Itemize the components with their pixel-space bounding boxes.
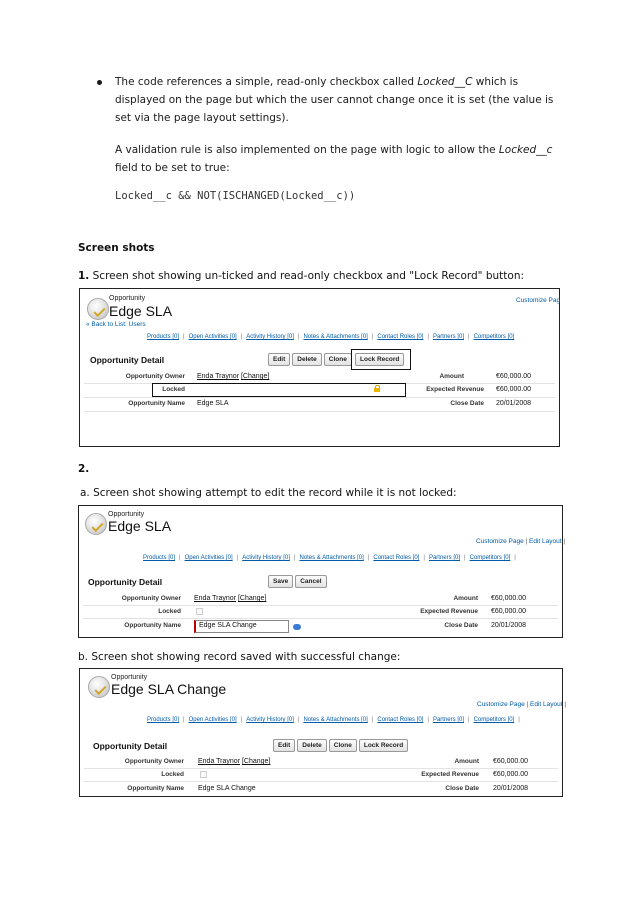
related-activity-history-link[interactable]: Activity History [0]	[242, 555, 290, 561]
screenshot-2a	[78, 505, 566, 638]
record-title: Edge SLA	[108, 518, 172, 534]
caption-2: 2.	[78, 463, 90, 475]
lock-button-group	[355, 353, 404, 366]
related-products-link[interactable]: Products [0]	[147, 717, 180, 723]
row-divider	[83, 605, 558, 606]
detail-buttons	[273, 739, 408, 752]
related-competitors-link[interactable]: Competitors [0]	[473, 334, 515, 340]
row-divider	[84, 411, 555, 412]
intro-paragraph-1: The code references a simple, read-only checkbox called Locked__C which is displayed on the page but which the user cannot change once it is set (the value is set via the page layout settings).	[115, 76, 554, 124]
edit-mode-buttons	[268, 575, 327, 588]
owner-value	[194, 595, 266, 602]
spellcheck-icon[interactable]	[293, 624, 301, 630]
name-value: Edge SLA	[197, 400, 229, 407]
salesforce-logo-icon	[88, 676, 110, 698]
owner-link[interactable]: Enda Traynor	[194, 595, 237, 602]
label-close-date: Close Date	[445, 785, 479, 792]
intro-paragraph-2: A validation rule is also implemented on the page with logic to allow the Locked__c field to be set to true:	[115, 144, 553, 174]
caption-2a: a. Screen shot showing attempt to edit the record while it is not locked:	[80, 487, 457, 499]
label-locked: Locked	[161, 771, 184, 778]
related-partners-link[interactable]: Partners [0]	[432, 717, 464, 723]
related-notes-link[interactable]: Notes & Attachments [0]	[303, 334, 368, 340]
close-date-value: 20/01/2008	[491, 622, 527, 629]
detail-buttons	[268, 353, 352, 366]
label-name: Opportunity Name	[127, 785, 184, 792]
related-lists-bar: Products [0] | Open Activities [0] | Activity History [0] | Notes & Attachments [0] | Contact Roles [0] | Partners [0] | Competitors [0] |	[147, 717, 520, 723]
label-owner: Opportunity Owner	[121, 595, 181, 602]
opportunity-name-input[interactable]: Edge SLA Change	[194, 620, 289, 633]
related-partners-link[interactable]: Partners [0]	[428, 555, 460, 561]
row-divider	[84, 397, 555, 398]
label-expected-revenue: Expected Revenue	[426, 386, 484, 393]
label-name: Opportunity Name	[128, 400, 185, 407]
expected-revenue-value: €60,000.00	[493, 771, 529, 778]
save-button[interactable]: Save	[268, 575, 293, 588]
edit-layout-link[interactable]: Edit Layout	[529, 538, 562, 545]
related-lists-bar: Products [0] | Open Activities [0] | Activity History [0] | Notes & Attachments [0] | Contact Roles [0] | Partners [0] | Competitors [0] |	[143, 555, 516, 561]
section-title: Opportunity Detail	[93, 741, 168, 751]
related-contact-roles-link[interactable]: Contact Roles [0]	[377, 717, 424, 723]
row-divider	[83, 618, 558, 619]
locked-checkbox	[200, 771, 207, 778]
related-contact-roles-link[interactable]: Contact Roles [0]	[377, 334, 424, 340]
label-locked: Locked	[158, 608, 181, 615]
clone-button[interactable]: Clone	[329, 739, 357, 752]
customize-page-link[interactable]: Customize Page	[476, 538, 524, 545]
related-notes-link[interactable]: Notes & Attachments [0]	[303, 717, 368, 723]
change-owner-link[interactable]: [Change]	[237, 595, 267, 602]
edit-layout-link[interactable]: Edit Layout	[530, 701, 563, 708]
customize-links: Customize Page | Edit Layout |	[476, 538, 566, 545]
label-owner: Opportunity Owner	[125, 373, 185, 380]
customize-links: Customize Page | Edit Layout |	[477, 701, 567, 708]
label-amount: Amount	[453, 595, 478, 602]
lock-record-button[interactable]: Lock Record	[355, 353, 404, 366]
label-owner: Opportunity Owner	[124, 758, 184, 765]
back-to-list-link[interactable]: « Back to List: Users	[86, 321, 146, 328]
close-date-value: 20/01/2008	[496, 400, 532, 407]
record-title: Edge SLA	[109, 303, 173, 319]
name-value: Edge SLA Change	[198, 785, 256, 792]
screenshot-1	[79, 288, 560, 447]
amount-value: €60,000.00	[491, 595, 527, 602]
owner-link[interactable]: Enda Traynor	[197, 373, 240, 380]
related-open-activities-link[interactable]: Open Activities [0]	[188, 717, 237, 723]
clone-button[interactable]: Clone	[324, 353, 352, 366]
row-divider	[84, 768, 558, 769]
label-name: Opportunity Name	[124, 622, 181, 629]
locked-row-highlight	[152, 383, 406, 397]
amount-value: €60,000.00	[496, 373, 532, 380]
record-title: Edge SLA Change	[111, 681, 227, 697]
label-amount: Amount	[439, 373, 464, 380]
customize-page-link[interactable]: Customize Page	[477, 701, 525, 708]
edit-button[interactable]: Edit	[273, 739, 295, 752]
screen-shots-heading: Screen shots	[78, 242, 155, 254]
lock-icon	[374, 385, 380, 392]
related-competitors-link[interactable]: Competitors [0]	[469, 555, 511, 561]
related-products-link[interactable]: Products [0]	[147, 334, 180, 340]
label-expected-revenue: Expected Revenue	[420, 608, 478, 615]
related-contact-roles-link[interactable]: Contact Roles [0]	[373, 555, 420, 561]
row-divider	[84, 781, 558, 782]
label-close-date: Close Date	[450, 400, 484, 407]
object-type: Opportunity	[109, 295, 146, 302]
related-activity-history-link[interactable]: Activity History [0]	[246, 717, 294, 723]
section-title: Opportunity Detail	[90, 355, 165, 365]
edit-button[interactable]: Edit	[268, 353, 290, 366]
label-expected-revenue: Expected Revenue	[421, 771, 479, 778]
bullet-dot	[97, 80, 102, 85]
validation-rule-code: Locked__c && NOT(ISCHANGED(Locked__c))	[115, 190, 356, 202]
delete-button[interactable]: Delete	[297, 739, 327, 752]
expected-revenue-value: €60,000.00	[496, 386, 532, 393]
label-close-date: Close Date	[444, 622, 478, 629]
close-date-value: 20/01/2008	[493, 785, 529, 792]
owner-value	[197, 373, 269, 380]
related-products-link[interactable]: Products [0]	[143, 555, 176, 561]
label-amount: Amount	[454, 758, 479, 765]
caption-2b: b. Screen shot showing record saved with successful change:	[78, 651, 401, 663]
related-notes-link[interactable]: Notes & Attachments [0]	[299, 555, 364, 561]
related-open-activities-link[interactable]: Open Activities [0]	[184, 555, 233, 561]
expected-revenue-value: €60,000.00	[491, 608, 527, 615]
object-type: Opportunity	[111, 674, 148, 681]
related-activity-history-link[interactable]: Activity History [0]	[246, 334, 294, 340]
screenshot-2b	[79, 668, 567, 797]
delete-button[interactable]: Delete	[292, 353, 322, 366]
lock-record-button[interactable]: Lock Record	[359, 739, 408, 752]
change-owner-link[interactable]: [Change]	[241, 758, 271, 765]
object-type: Opportunity	[108, 511, 145, 518]
section-title: Opportunity Detail	[88, 577, 163, 587]
owner-link[interactable]: Enda Traynor	[198, 758, 241, 765]
salesforce-logo-icon	[87, 298, 109, 320]
change-owner-link[interactable]: [Change]	[240, 373, 270, 380]
related-competitors-link[interactable]: Competitors [0]	[473, 717, 515, 723]
owner-value	[198, 758, 270, 765]
label-locked: Locked	[162, 386, 185, 393]
amount-value: €60,000.00	[493, 758, 529, 765]
cancel-button[interactable]: Cancel	[295, 575, 326, 588]
customize-page-link[interactable]: Customize Pag	[516, 297, 561, 304]
related-open-activities-link[interactable]: Open Activities [0]	[188, 334, 237, 340]
related-partners-link[interactable]: Partners [0]	[432, 334, 464, 340]
caption-1: 1. Screen shot showing un-ticked and read-only checkbox and "Lock Record" button:	[78, 270, 525, 282]
salesforce-logo-icon	[85, 513, 107, 535]
locked-checkbox	[196, 608, 203, 615]
related-lists-bar: Products [0] | Open Activities [0] | Activity History [0] | Notes & Attachments [0] | Contact Roles [0] | Partners [0] | Competitors [0]	[147, 334, 515, 340]
